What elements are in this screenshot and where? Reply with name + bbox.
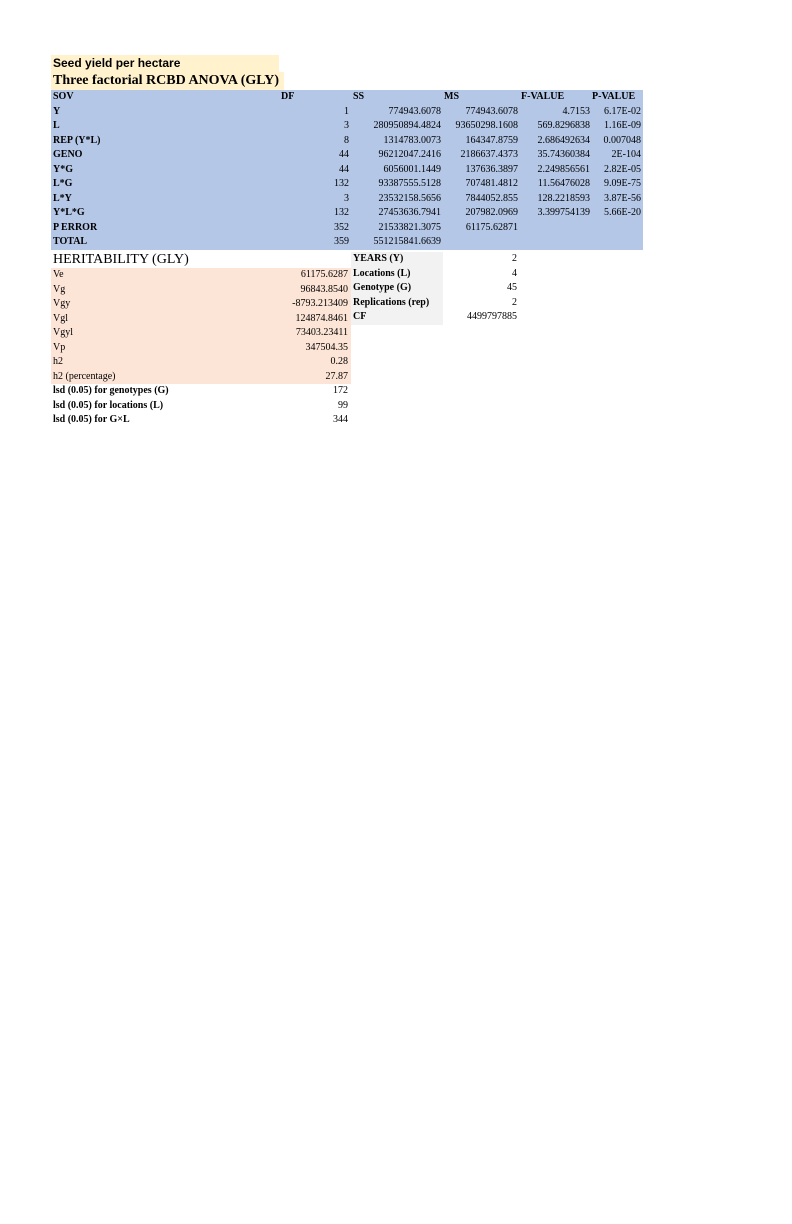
heritability-row (51, 355, 351, 370)
heritability-label: Ve (53, 269, 64, 280)
heritability-row (51, 399, 351, 414)
anova-cell-p: 5.66E-20 (604, 207, 641, 218)
heritability-value: 96843.8540 (300, 283, 348, 295)
anova-cell-ss: 27453636.7941 (378, 207, 441, 218)
parameter-value: 2 (512, 296, 517, 308)
heritability-row (51, 370, 351, 385)
anova-cell-df: 359 (334, 236, 349, 247)
anova-cell-ms: 707481.4812 (465, 178, 518, 189)
anova-cell-ss: 21533821.3075 (378, 221, 441, 233)
anova-cell-f: 128.2218593 (537, 192, 590, 204)
heritability-value: 27.87 (325, 370, 348, 382)
heritability-label: lsd (0.05) for locations (L) (53, 399, 164, 411)
anova-cell-df: 352 (334, 221, 349, 233)
anova-cell-ms: 774943.6078 (465, 105, 518, 117)
anova-row (51, 119, 643, 134)
anova-cell-ss: 93387555.5128 (378, 178, 441, 189)
heritability-title: HERITABILITY (GLY) (53, 252, 189, 267)
anova-cell-p: 9.09E-75 (604, 178, 641, 189)
anova-cell-sov: REP (Y*L) (53, 134, 101, 146)
anova-cell-f: 35.74360384 (537, 149, 590, 160)
anova-cell-sov: TOTAL (53, 236, 88, 247)
heritability-row (51, 283, 351, 298)
heritability-label: h2 (53, 356, 63, 367)
anova-cell-ms: 2186637.4373 (460, 149, 518, 160)
parameter-label: Locations (L) (351, 267, 443, 282)
parameter-label: Replications (rep) (351, 296, 443, 311)
anova-cell-ms: 61175.62871 (465, 221, 518, 233)
anova-row (51, 163, 643, 178)
heritability-value: 99 (338, 399, 348, 411)
parameter-row (351, 296, 519, 311)
anova-cell-df: 132 (334, 207, 349, 218)
parameter-value: 2 (512, 253, 517, 264)
heritability-value: 73403.23411 (295, 327, 348, 338)
anova-row (51, 206, 643, 221)
anova-cell-df: 44 (339, 163, 349, 175)
anova-row (51, 235, 643, 250)
anova-row (51, 192, 643, 207)
parameter-label: Genotype (G) (351, 281, 443, 296)
header-df: DF (281, 91, 295, 102)
anova-row (51, 221, 643, 236)
anova-cell-ms: 137636.3897 (465, 163, 518, 175)
anova-cell-ss: 1314783.0073 (383, 134, 441, 146)
anova-cell-df: 8 (344, 134, 349, 146)
sheet-title: Seed yield per hectare (51, 55, 279, 72)
anova-row (51, 148, 643, 163)
parameter-row (351, 310, 519, 325)
anova-cell-df: 3 (344, 120, 349, 131)
anova-cell-sov: GENO (53, 149, 83, 160)
anova-cell-ms: 93650298.1608 (455, 120, 518, 131)
heritability-value: -8793.213409 (292, 298, 348, 309)
anova-cell-ss: 23532158.5656 (378, 192, 441, 204)
anova-cell-f: 11.56476028 (537, 178, 590, 189)
header-ms: MS (444, 91, 459, 102)
anova-cell-df: 3 (344, 192, 349, 204)
anova-cell-f: 2.686492634 (537, 134, 590, 146)
anova-cell-p: 1.16E-09 (604, 120, 641, 131)
heritability-value: 347504.35 (305, 341, 348, 353)
anova-cell-f: 569.8296838 (537, 120, 590, 131)
anova-cell-ss: 280950894.4824 (373, 120, 441, 131)
anova-cell-sov: Y*G (53, 163, 73, 175)
anova-title: Three factorial RCBD ANOVA (GLY) (51, 72, 284, 90)
heritability-label: lsd (0.05) for genotypes (G) (53, 385, 169, 396)
anova-cell-df: 132 (334, 178, 349, 189)
anova-cell-p: 6.17E-02 (604, 105, 641, 117)
anova-row (51, 105, 643, 120)
anova-row (51, 177, 643, 192)
anova-cell-ms: 7844052.855 (465, 192, 518, 204)
parameter-row (351, 281, 519, 296)
heritability-row (51, 326, 351, 341)
anova-row (51, 134, 643, 149)
heritability-value: 0.28 (330, 356, 348, 367)
anova-cell-sov: P ERROR (53, 221, 98, 233)
anova-cell-p: 2E-104 (611, 149, 641, 160)
heritability-table (51, 268, 351, 428)
heritability-label: Vgyl (53, 327, 73, 338)
header-ss: SS (353, 91, 365, 102)
anova-cell-df: 44 (339, 149, 349, 160)
heritability-row (51, 268, 351, 283)
heritability-label: Vp (53, 341, 66, 353)
parameter-value: 4499797885 (467, 311, 517, 322)
anova-header-row (51, 90, 643, 105)
anova-cell-p: 3.87E-56 (604, 192, 641, 204)
heritability-value: 344 (333, 414, 348, 425)
heritability-row (51, 384, 351, 399)
anova-cell-sov: L (53, 120, 60, 131)
heritability-row (51, 297, 351, 312)
anova-cell-ss: 551215841.6639 (373, 236, 441, 247)
header-p-value: P-VALUE (592, 91, 636, 102)
heritability-value: 172 (333, 385, 348, 396)
anova-cell-sov: Y*L*G (53, 207, 85, 218)
heritability-label: Vg (53, 283, 66, 295)
anova-cell-f: 4.7153 (562, 105, 590, 117)
heritability-value: 61175.6287 (300, 269, 348, 280)
anova-cell-ss: 96212047.2416 (378, 149, 441, 160)
heritability-label: h2 (percentage) (53, 370, 116, 382)
heritability-row (51, 413, 351, 428)
parameter-value: 45 (507, 282, 517, 293)
parameter-row (351, 267, 519, 282)
heritability-label: lsd (0.05) for G×L (53, 414, 130, 425)
anova-table (51, 90, 643, 250)
parameter-value: 4 (512, 267, 517, 279)
heritability-row (51, 341, 351, 356)
parameters-table (351, 252, 519, 325)
anova-cell-p: 0.007048 (603, 134, 641, 146)
anova-cell-f: 2.249856561 (537, 163, 590, 175)
anova-cell-ms: 207982.0969 (465, 207, 518, 218)
header-sov: SOV (53, 91, 74, 102)
header-f-value: F-VALUE (521, 91, 565, 102)
anova-cell-p: 2.82E-05 (604, 163, 641, 175)
heritability-label: Vgl (53, 312, 68, 324)
parameter-row (351, 252, 519, 267)
parameter-label: YEARS (Y) (351, 252, 443, 267)
heritability-value: 124874.8461 (295, 312, 348, 324)
heritability-row (51, 312, 351, 327)
heritability-label: Vgy (53, 298, 71, 309)
parameter-label: CF (351, 310, 443, 325)
anova-cell-sov: L*G (53, 178, 73, 189)
anova-cell-f: 3.399754139 (537, 207, 590, 218)
anova-cell-sov: Y (53, 105, 61, 117)
anova-cell-ss: 6056001.1449 (383, 163, 441, 175)
anova-cell-df: 1 (344, 105, 349, 117)
anova-cell-ss: 774943.6078 (388, 105, 441, 117)
anova-cell-sov: L*Y (53, 192, 72, 204)
anova-cell-ms: 164347.8759 (465, 134, 518, 146)
